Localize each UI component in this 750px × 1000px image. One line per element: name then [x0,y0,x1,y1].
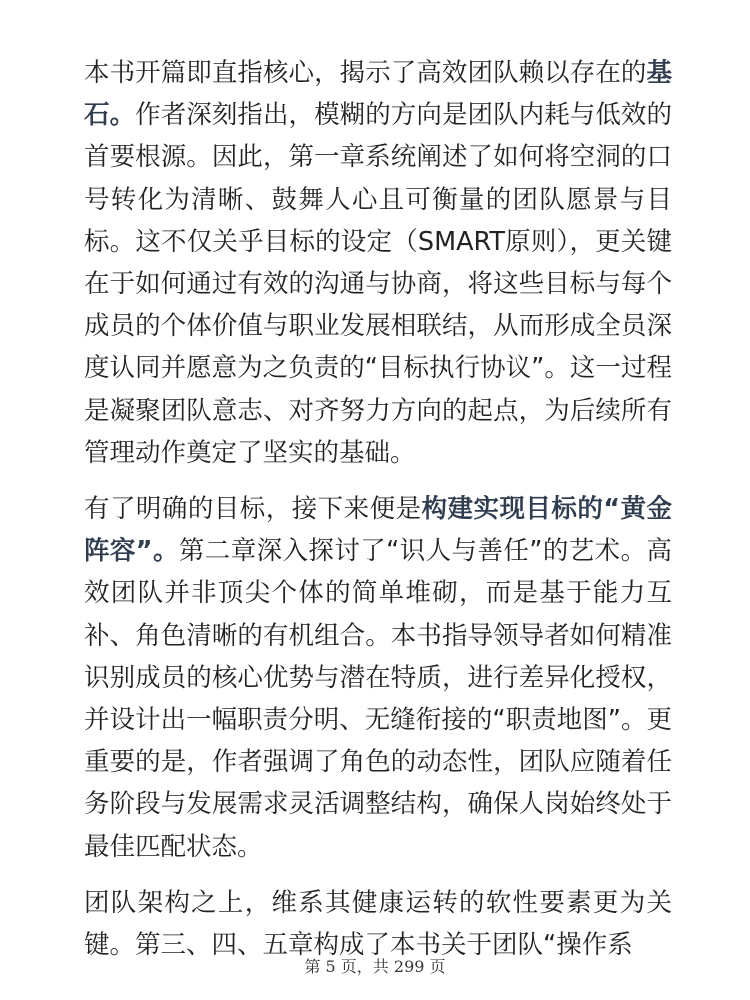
body-text [84,52,672,980]
paragraph-1 [84,52,672,474]
paragraph-2-text-continued: 第二章深入探讨了“识人与善任”的艺术。高效团队并非顶尖个体的简单堆砌，而是基于能力互补、角色清晰的有机组合。本书指导领导者如何精准识别成员的核心优势与潜在特质，进行差异化授权，并设计出一幅职责分明、无缝衔接的“职责地图”。更重要的是，作者强调了角色的动态性，团队应随着任务阶段与发展需求灵活调整结构，确保人岗始终处于最佳匹配状态。 [84,536,672,862]
paragraph-2-highlight: 构建实现目标的“黄金阵容”。 [84,494,672,567]
paragraph-3-text: 团队架构之上，维系其健康运转的软性要素更为关键。第三、四、五章构成了本书关于团队“操作系 [84,887,672,961]
paragraph-1-highlight: 基石。 [84,58,672,131]
paragraph-2 [84,488,672,868]
paragraph-2-text: 有了明确的目标，接下来便是 [84,494,422,525]
paragraph-1-text: 本书开篇即直指核心，揭示了高效团队赖以存在的 [84,58,647,88]
paragraph-1-text-continued: 作者深刻指出，模糊的方向是团队内耗与低效的首要根源。因此，第一章系统阐述了如何将空洞的口号转化为清晰、鼓舞人心且可衡量的团队愿景与目标。这不仅关乎目标的设定（SMART原则），更关键在于如何通过有效的沟通与协商，将这些目标与每个成员的个体价值与职业发展相联结，从而形成全员深度认同并愿意为之负责的“目标执行协议”。这一过程是凝聚团队意志、对齐努力方向的起点，为后续所有管理动作奠定了坚实的基础。 [84,100,672,468]
page-number-footer: 第 5 页，共 299 页 [304,957,446,976]
